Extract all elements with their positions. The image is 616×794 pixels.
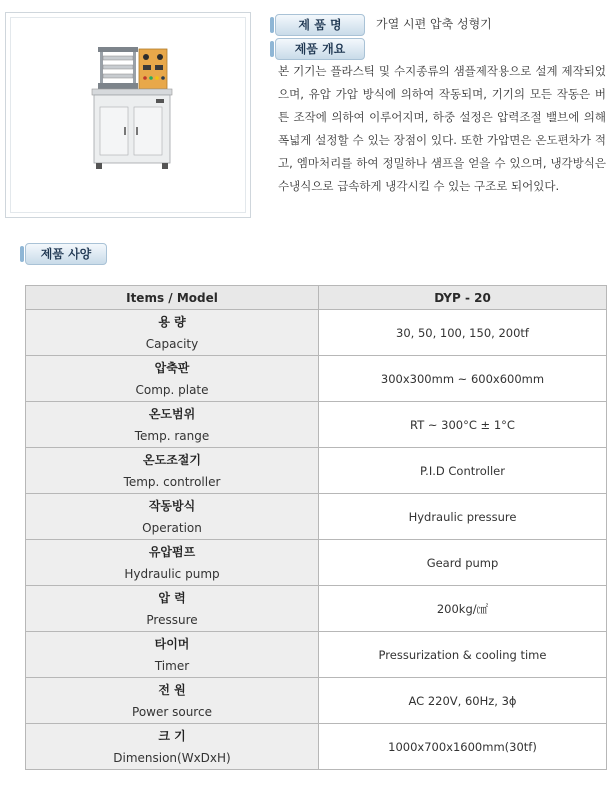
spec-table <box>25 285 607 770</box>
product-name-badge: 제 품 명 <box>275 14 365 36</box>
spec-label-en: Temp. controller <box>123 474 221 489</box>
spec-row-label <box>26 586 319 632</box>
spec-row-label <box>26 724 319 770</box>
table-row <box>26 632 607 678</box>
spec-label-ko: 타이머 <box>154 636 190 651</box>
product-spec-badge: 제품 사양 <box>25 243 107 265</box>
spec-row-value: Hydraulic pressure <box>319 494 607 540</box>
spec-row-label <box>26 632 319 678</box>
spec-row-label <box>26 310 319 356</box>
table-row <box>26 310 607 356</box>
spec-label-ko: 작동방식 <box>148 498 196 513</box>
spec-label-ko: 유압펌프 <box>148 544 196 559</box>
spec-table-header-row <box>26 286 607 310</box>
spec-label-en: Comp. plate <box>135 382 209 397</box>
spec-row-value: Pressurization & cooling time <box>319 632 607 678</box>
spec-row-label <box>26 448 319 494</box>
spec-header-model: DYP - 20 <box>319 286 607 310</box>
table-row <box>26 356 607 402</box>
table-row <box>26 448 607 494</box>
spec-header-label: Items / Model <box>26 286 319 310</box>
spec-label-en: Operation <box>142 520 202 535</box>
spec-label-en: Timer <box>154 658 190 673</box>
spec-label-ko: 크 기 <box>158 728 186 743</box>
table-row <box>26 540 607 586</box>
product-name: 가열 시편 압축 성형기 <box>376 17 492 31</box>
table-row <box>26 678 607 724</box>
spec-label-ko: 용 량 <box>158 314 186 329</box>
spec-row-value: 1000x700x1600mm(30tf) <box>319 724 607 770</box>
table-row <box>26 402 607 448</box>
spec-label-en: Power source <box>132 704 212 719</box>
spec-row-label <box>26 678 319 724</box>
spec-row-value: AC 220V, 60Hz, 3ϕ <box>319 678 607 724</box>
press-machine-image <box>86 43 176 173</box>
spec-label-ko: 전 원 <box>158 682 186 697</box>
spec-label-en: Capacity <box>145 336 199 351</box>
spec-row-label <box>26 494 319 540</box>
product-description: 본 기기는 플라스틱 및 수지종류의 샘플제작용으로 설계 제작되었으며, 유압 가압 방식에 의하여 작동되며, 기기의 모든 작동은 버튼 조작에 의하여 이루어지며, 하중 설정은 압력조절 밸브에 의해 폭넓게 설정할 수 있는 장점이 있다. 또한 가압면은 온도편차가 적고, 엠마처리를 하여 정밀하나 샘프을 얻을 수 있으며, 냉각방식은 수냉식으로 급속하게 냉각시킬 수 있는 구조로 되어있다. <box>278 64 606 193</box>
spec-label-en: Dimension(WxDxH) <box>113 750 231 765</box>
spec-row-value: P.I.D Controller <box>319 448 607 494</box>
spec-label-en: Pressure <box>146 612 198 627</box>
table-row <box>26 586 607 632</box>
spec-label-ko: 온도범위 <box>148 406 196 421</box>
spec-row-label <box>26 540 319 586</box>
spec-row-value: RT ~ 300°C ± 1°C <box>319 402 607 448</box>
table-row <box>26 724 607 770</box>
spec-label-ko: 압축판 <box>154 360 190 375</box>
product-overview-badge: 제품 개요 <box>275 38 365 60</box>
spec-label-en: Hydraulic pump <box>124 566 220 581</box>
spec-row-value: 200kg/㎠ <box>319 586 607 632</box>
spec-row-label <box>26 402 319 448</box>
spec-label-ko: 압 력 <box>158 590 186 605</box>
table-row <box>26 494 607 540</box>
spec-label-en: Temp. range <box>134 428 210 443</box>
spec-row-value: 300x300mm ~ 600x600mm <box>319 356 607 402</box>
product-photo-frame <box>5 12 251 218</box>
spec-row-value: Geard pump <box>319 540 607 586</box>
spec-row-value: 30, 50, 100, 150, 200tf <box>319 310 607 356</box>
spec-label-ko: 온도조절기 <box>143 452 201 467</box>
spec-row-label <box>26 356 319 402</box>
